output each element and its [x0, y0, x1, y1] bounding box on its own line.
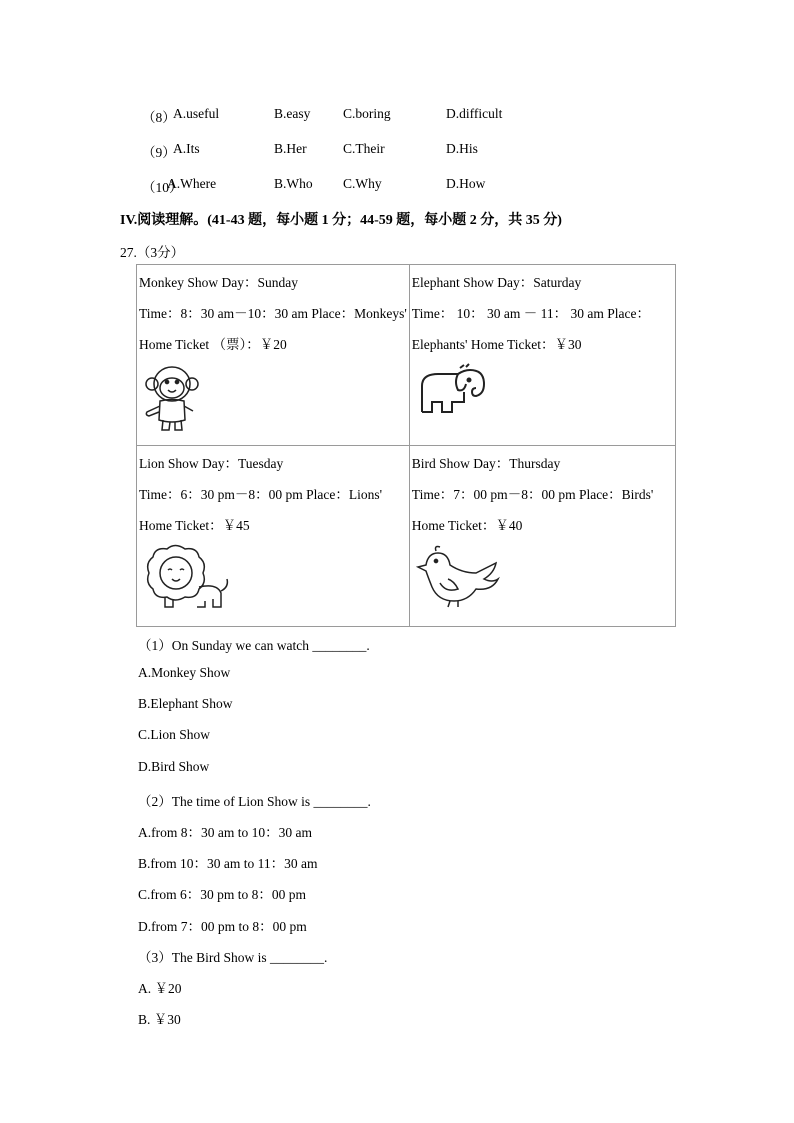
show-time-place: Time：8：30 am－10：30 am Place：Monkeys' — [139, 306, 407, 321]
monkey-icon — [141, 362, 407, 438]
show-time-place: Time：6：30 pm－8：00 pm Place：Lions' — [139, 487, 383, 502]
option-d: D.His — [446, 141, 478, 156]
lion-icon — [141, 543, 407, 617]
show-ticket: Home Ticket （票）：￥20 — [139, 337, 287, 352]
show-ticket: Home Ticket：￥45 — [139, 518, 250, 533]
option-c: C.Why — [343, 176, 382, 191]
section-title: IV.阅读理解。(41-43 题，每小题 1 分；44-59 题，每小题 2 分，共 35 分) — [120, 213, 562, 228]
show-cell-lion — [137, 446, 410, 627]
option-b: B.Who — [274, 176, 313, 191]
option-b: B.easy — [274, 106, 311, 121]
question-2-stem: （2）The time of Lion Show is ________. — [138, 794, 371, 809]
show-cell-bird — [409, 446, 675, 627]
option-a: A.Where — [167, 176, 217, 191]
show-ticket: Elephants' Home Ticket：￥30 — [411, 337, 582, 352]
show-time-place: Time：7：00 pm－8：00 pm Place：Birds' — [411, 487, 654, 502]
question-number: （9） — [142, 145, 176, 160]
question-number: （8） — [142, 110, 176, 125]
option-a: A.useful — [173, 106, 220, 121]
question-3-option-a: A. ￥20 — [138, 981, 182, 996]
option-d: D.difficult — [446, 106, 503, 121]
question-1-option-a: A.Monkey Show — [138, 665, 231, 680]
show-day: Elephant Show Day：Saturday — [411, 275, 582, 290]
question-1-option-b: B.Elephant Show — [138, 696, 233, 711]
question-1-stem: （1）On Sunday we can watch ________. — [138, 638, 370, 653]
show-cell-monkey — [137, 265, 410, 446]
question-1-option-d: D.Bird Show — [138, 759, 210, 774]
option-c: C.Their — [343, 141, 385, 156]
show-time-place: Time： 10： 30 am － 11： 30 am Place： — [411, 306, 651, 321]
question-3-stem: （3）The Bird Show is ________. — [138, 950, 328, 965]
question-number: （10） — [142, 180, 183, 195]
show-day: Lion Show Day：Tuesday — [139, 456, 284, 471]
elephant-icon — [414, 362, 673, 422]
show-day: Bird Show Day：Thursday — [411, 456, 561, 471]
option-d: D.How — [446, 176, 486, 191]
option-c: C.boring — [343, 106, 391, 121]
show-cell-elephant — [409, 265, 675, 446]
question-2-option-c: C.from 6：30 pm to 8：00 pm — [138, 887, 306, 902]
question-2-option-b: B.from 10：30 am to 11：30 am — [138, 856, 318, 871]
question-2-option-a: A.from 8：30 am to 10：30 am — [138, 825, 312, 840]
question-1-option-c: C.Lion Show — [138, 727, 211, 742]
question-3-option-b: B. ￥30 — [138, 1012, 181, 1027]
option-b: B.Her — [274, 141, 307, 156]
option-a: A.Its — [173, 141, 200, 156]
show-ticket: Home Ticket：￥40 — [411, 518, 523, 533]
shows-table — [136, 264, 676, 627]
question-number-27: 27.（3分） — [120, 245, 185, 260]
bird-icon — [414, 543, 673, 613]
question-2-option-d: D.from 7：00 pm to 8：00 pm — [138, 919, 307, 934]
show-day: Monkey Show Day：Sunday — [139, 275, 298, 290]
